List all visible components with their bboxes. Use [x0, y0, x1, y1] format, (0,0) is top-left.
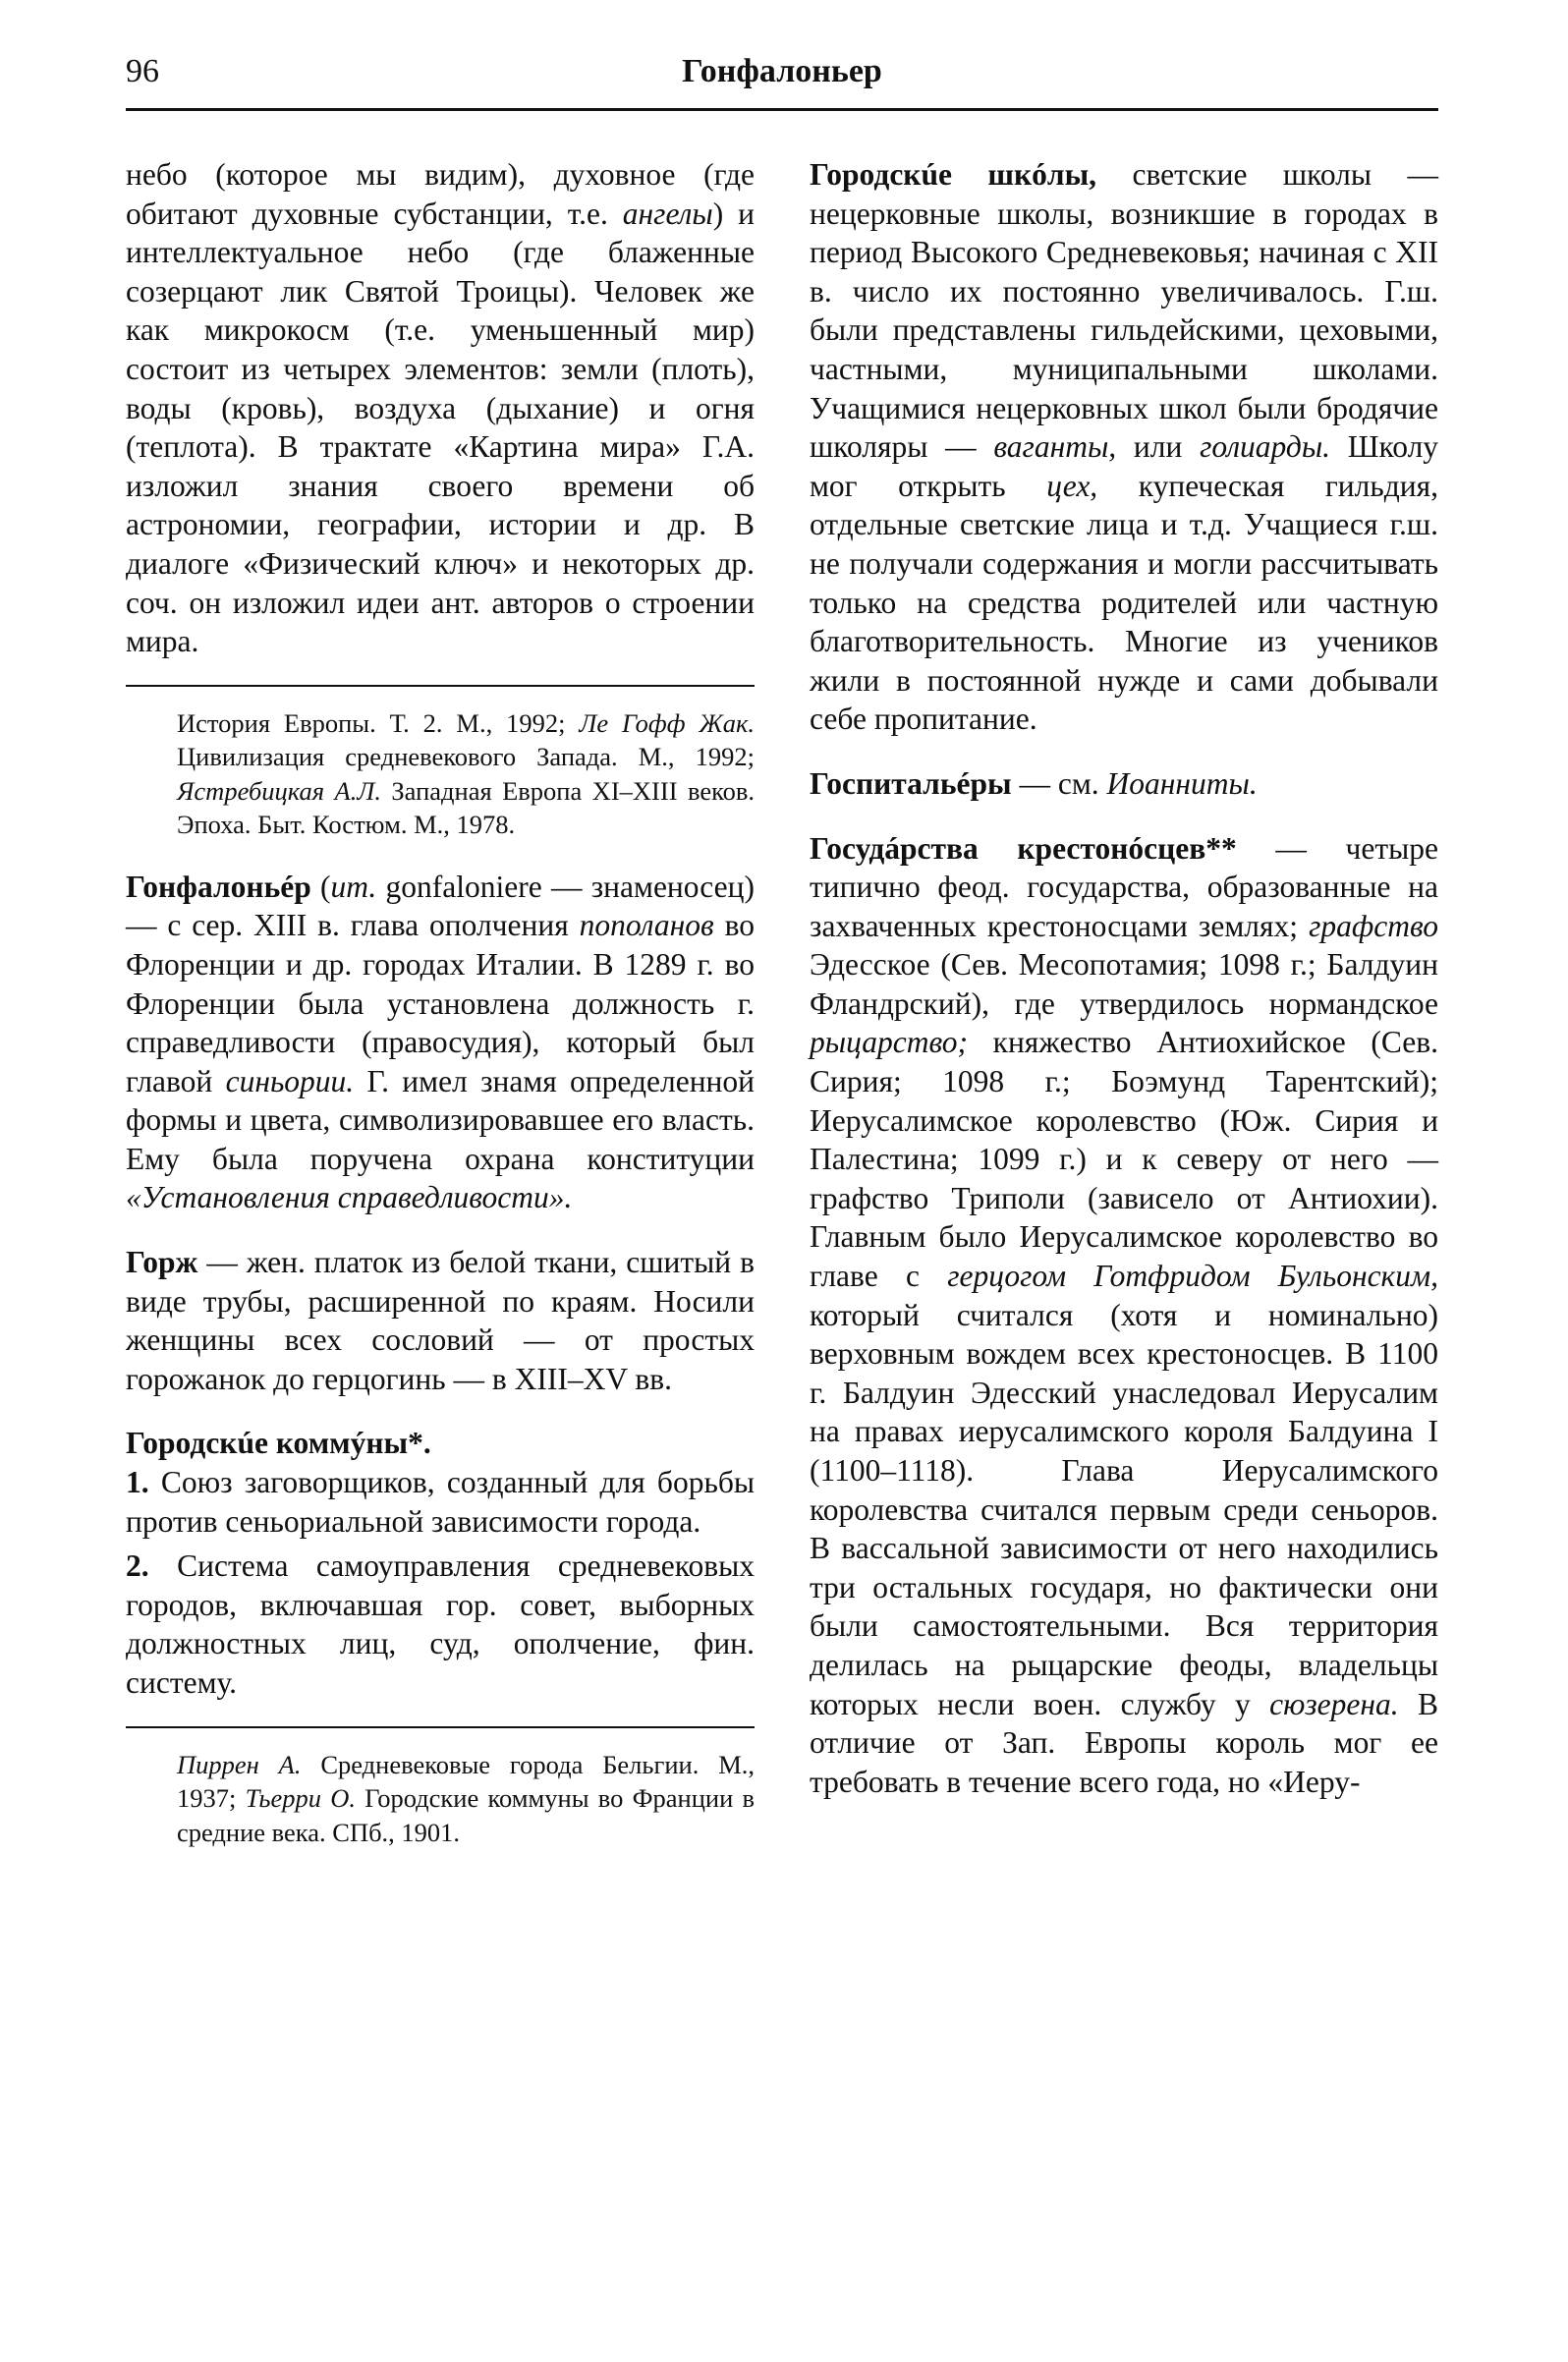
- entry-gonfalonier: Гонфалоньéр (ит. gonfaloniere — знаменосец) — с сер. XIII в. глава ополчения пополанов во Флоренции и др. городах Италии. В 1289 г. во Флоренции была установлена должность г. справедливости (правосудия), который был главой синьории. Г. имел знамя определенной формы и цвета, символизировавшее его власть. Ему была поручена охрана конституции «Установления справедливости».: [126, 869, 756, 1215]
- entry-crusader-states: Госудáрства крестонóсцев** — четыре типично феод. государства, образованные на захваченных крестоносцами землях; графство Эдесское (Сев. Месопотамия; 1098 г.; Балдуин Фландрский), где утвердилось нормандское рыцарство; княжество Антиохийское (Сев. Сирия; 1098 г.; Боэмунд Тарентский); Иерусалимское королевство (Юж. Сирия и Палестина; 1099 г.) и к северу от него — графство Триполи (зависело от Антиохии). Главным было Иерусалимское королевство во главе с герцогом Готфридом Бульонским, который считался (хотя и номинально) верховным вождем всех крестоносцев. В 1100 г. Балдуин Эдесский унаследовал Иерусалим на правах иерусалимского короля Балдуина I (1100–1118). Глава Иерусалимского королевства считался первым среди сеньоров. В вассальной зависимости от него находились три остальных государя, но фактически они были самостоятельными. Вся территория делилась на рыцарские феоды, владельцы которых несли воен. службу у сюзерена. В отличие от Зап. Европы король мог ее требовать в течение всего года, но «Иеру-: [810, 830, 1439, 1799]
- headword: Горж: [126, 1245, 198, 1280]
- running-head: Гонфалоньер: [682, 53, 882, 89]
- headword: Гонфалоньéр: [126, 869, 311, 904]
- entry-continuation: небо (которое мы видим), духовное (где обитают духовные субстанции, т.е. ангелы) и интеллектуальное небо (где блаженные созерцают лик Святой Троицы). Человек же как микрокосм (т.е. уменьшенный мир) состоит из четырех элементов: земли (плоть), воды (кровь), воздуха (дыхание) и огня (теплота). В трактате «Картина мира» Г.А. изложил знания своего времени об астрономии, географии, истории и др. В диалоге «Физический ключ» и некоторых др. соч. он изложил идеи ант. авторов о строении мира.: [126, 157, 756, 659]
- references-rule: [126, 685, 755, 687]
- entry-hospitallers: Госпитальéры — см. Иоанниты.: [810, 765, 1258, 801]
- entry-gorzh: Горж — жен. платок из белой ткани, сшитый в виде трубы, расширенной по краям. Носили женщины всех сословий — от простых горожанок до герцогинь — в XIII–XV вв.: [126, 1245, 755, 1396]
- left-column: [126, 155, 755, 1849]
- communes-sense-2: 2. Система самоуправления средневековых городов, включавшая гор. совет, выборных должностных лиц, суд, ополчение, фин. систему.: [126, 1548, 756, 1700]
- communes-sense-1: 1. Союз заговорщиков, созданный для борьбы против сеньориальной зависимости города.: [126, 1465, 756, 1539]
- entry-communes-head: [126, 1424, 755, 1463]
- headword: Госпитальéры: [810, 765, 1012, 801]
- page-header: [126, 53, 1438, 111]
- right-column: [810, 155, 1438, 1801]
- references-rule: [126, 1726, 755, 1728]
- headword: Госудáрства крестонóсцев**: [810, 830, 1237, 866]
- references-block-2: Пиррен А. Средневековые города Бельгии. М., 1937; Тьерри О. Городские коммуны во Франции в средние века. СПб., 1901.: [177, 1749, 756, 1847]
- references-block-1: История Европы. Т. 2. М., 1992; Ле Гофф Жак. Цивилизация средневекового Запада. М., 1992; Ястребицкая А.Л. Западная Европа XI–XIII веков. Эпоха. Быт. Костюм. М., 1978.: [177, 707, 755, 840]
- headword: Городскúе шкóлы,: [810, 157, 1097, 192]
- headword: Городскúе коммýны*.: [126, 1426, 431, 1461]
- page-number: 96: [126, 53, 159, 89]
- entry-city-schools: Городскúе шкóлы, светские школы — нецерковные школы, возникшие в городах в период Высокого Средневековья; начиная с XII в. число их постоянно увеличивалось. Г.ш. были представлены гильдейскими, цеховыми, частными, муниципальными школами. Учащимися нецерковных школ были бродячие школяры — ваганты, или голиарды. Школу мог открыть цех, купеческая гильдия, отдельные светские лица и т.д. Учащиеся г.ш. не получали содержания и могли рассчитывать только на средства родителей или частную благотворительность. Многие из учеников жили в постоянной нужде и сами добывали себе пропитание.: [810, 157, 1439, 737]
